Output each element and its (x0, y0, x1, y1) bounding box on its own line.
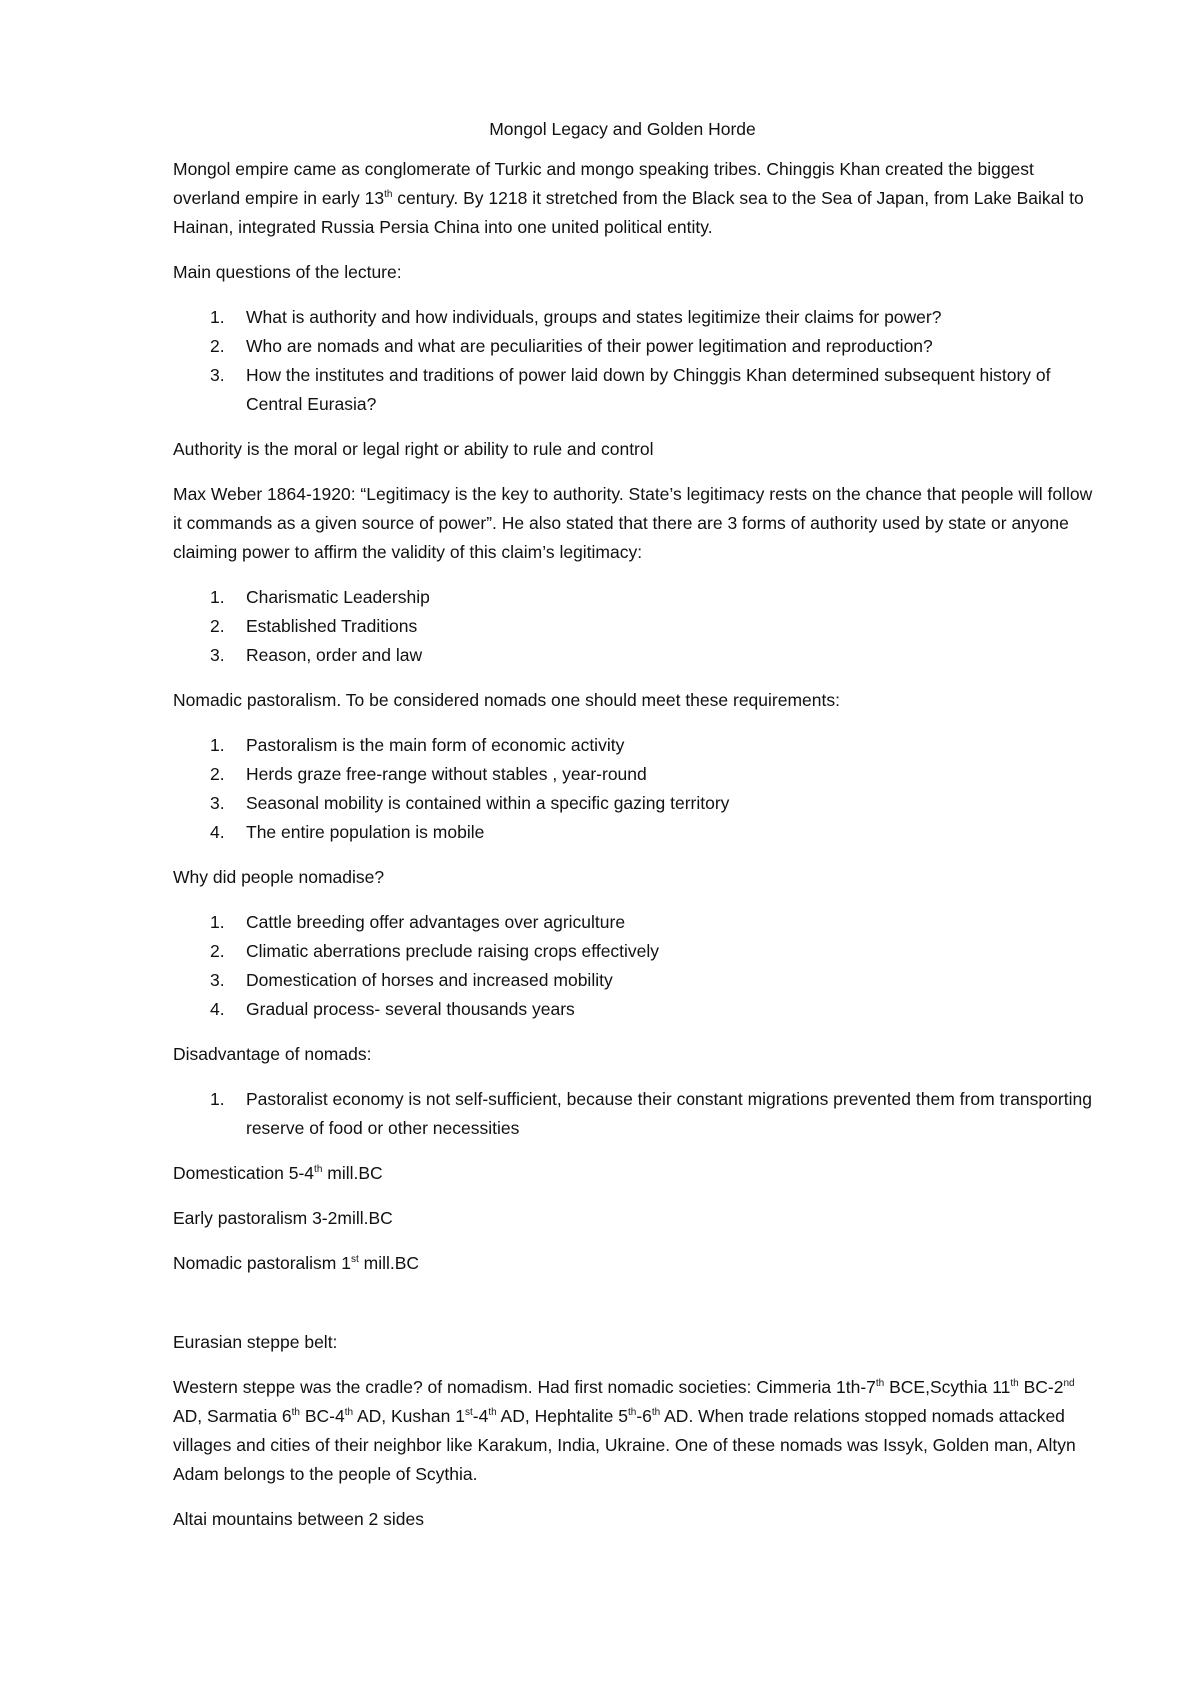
list-text: Cattle breeding offer advantages over agriculture (246, 912, 626, 932)
nomadic-pastoralism-line (173, 1249, 1100, 1278)
list-text: Charismatic Leadership (246, 587, 430, 607)
list-text: Climatic aberrations preclude raising crops effectively (246, 941, 660, 961)
domestication-sup: th (314, 1164, 323, 1175)
western-sup: th (488, 1407, 497, 1418)
list-number: 4. (210, 999, 225, 1019)
pastoralism-heading: Nomadic pastoralism. To be considered nomads one should meet these requirements: (173, 690, 840, 710)
western-sup: th (875, 1378, 885, 1389)
list-text: Gradual process- several thousands years (246, 999, 575, 1019)
list-item (173, 966, 1100, 995)
western-sup: th (1010, 1378, 1019, 1389)
why-heading: Why did people nomadise? (173, 867, 385, 887)
western-text: -6 (636, 1406, 652, 1426)
western-text: BCE,Scythia 11 (884, 1377, 1011, 1397)
list-number: 1. (210, 1089, 225, 1109)
list-item (173, 731, 1100, 760)
western-steppe-paragraph (173, 1373, 1100, 1489)
list-number: 3. (210, 970, 225, 990)
western-sup: nd (1063, 1378, 1075, 1389)
domestication-text-b: mill.BC (322, 1163, 383, 1183)
list-item (173, 760, 1100, 789)
list-item (173, 908, 1100, 937)
western-sup: th (344, 1407, 354, 1418)
western-text: AD. When trade relations stopped nomads attacked villages and cities of their neighbor like Karakum, India, Ukraine. One of these nomads was Issyk, Golden man, Altyn Adam belongs to the people of Scythia. (173, 1406, 1076, 1484)
list-number: 1. (210, 912, 225, 932)
nomadic-sup: st (350, 1254, 359, 1265)
nomadic-text-a: Nomadic pastoralism 1 (173, 1253, 351, 1273)
list-number: 3. (210, 793, 225, 813)
altai-line: Altai mountains between 2 sides (173, 1509, 424, 1529)
list-text: Established Traditions (246, 616, 418, 636)
list-item (173, 583, 1100, 612)
intro-text-b: century. By 1218 it stretched from the Black sea to the Sea of Japan, from Lake Baikal to Hainan, integrated Russia Persia China into one united political entity. (173, 188, 1084, 237)
western-sup: th (627, 1407, 637, 1418)
western-sup: st (464, 1407, 473, 1418)
nomadic-text-b: mill.BC (358, 1253, 420, 1273)
list-number: 3. (210, 365, 225, 385)
western-sup: th (651, 1407, 661, 1418)
steppe-heading: Eurasian steppe belt: (173, 1332, 338, 1352)
list-text: What is authority and how individuals, groups and states legitimize their claims for power? (246, 307, 942, 327)
authority-definition: Authority is the moral or legal right or ability to rule and control (173, 439, 654, 459)
list-number: 1. (210, 307, 225, 327)
list-number: 2. (210, 336, 225, 356)
list-item (173, 818, 1100, 847)
requirements-list (173, 731, 1100, 847)
list-item (173, 612, 1100, 641)
domestication-line (173, 1159, 1100, 1188)
list-item (173, 995, 1100, 1024)
early-pastoralism-line: Early pastoralism 3-2mill.BC (173, 1208, 393, 1228)
western-text: BC-4 (300, 1406, 345, 1426)
document-title: Mongol Legacy and Golden Horde (489, 119, 756, 139)
list-text: Herds graze free-range without stables , year-round (246, 764, 647, 784)
list-number: 3. (210, 645, 225, 665)
list-text: Pastoralism is the main form of economic activity (246, 735, 625, 755)
western-text: AD, Hephtalite 5 (496, 1406, 628, 1426)
list-text: Seasonal mobility is contained within a specific gazing territory (246, 793, 730, 813)
list-item (173, 303, 1100, 332)
list-number: 1. (210, 587, 225, 607)
western-text: -4 (472, 1406, 489, 1426)
questions-list (173, 303, 1100, 419)
list-item (173, 641, 1100, 670)
blank-spacer (173, 1294, 1100, 1328)
list-item (173, 937, 1100, 966)
intro-paragraph (173, 155, 1100, 242)
authority-forms-list (173, 583, 1100, 670)
western-sup: th (291, 1407, 300, 1418)
list-text: How the institutes and traditions of power laid down by Chinggis Khan determined subsequent history of Central Eurasia? (246, 365, 1051, 414)
intro-sup: th (384, 189, 393, 200)
list-text: Who are nomads and what are peculiarities of their power legitimation and reproduction? (246, 336, 933, 356)
intro-text-a: Mongol empire came as conglomerate of Turkic and mongo speaking tribes. Chinggis Khan created the biggest overland empire in early 13 (173, 159, 1034, 208)
western-text: AD, Sarmatia 6 (173, 1406, 292, 1426)
list-item (173, 332, 1100, 361)
western-text: AD, Kushan 1 (353, 1406, 465, 1426)
list-text: Domestication of horses and increased mobility (246, 970, 613, 990)
list-number: 2. (210, 616, 225, 636)
list-text: Reason, order and law (246, 645, 423, 665)
list-text: Pastoralist economy is not self-sufficient, because their constant migrations prevented them from transporting reserve of food or other necessities (246, 1089, 1092, 1138)
western-text: BC-2 (1018, 1377, 1064, 1397)
list-number: 1. (210, 735, 225, 755)
questions-heading: Main questions of the lecture: (173, 262, 402, 282)
weber-paragraph: Max Weber 1864-1920: “Legitimacy is the key to authority. State’s legitimacy rests on the chance that people will follow it commands as a given source of power”. He also stated that there are 3 forms of authority used by state or anyone claiming power to affirm the validity of this claim’s legitimacy: (173, 484, 1093, 562)
western-text: Western steppe was the cradle? of nomadism. Had first nomadic societies: Cimmeria 1th-7 (173, 1377, 876, 1397)
list-item (173, 1085, 1100, 1143)
disadvantage-heading: Disadvantage of nomads: (173, 1044, 372, 1064)
reasons-list (173, 908, 1100, 1024)
list-number: 2. (210, 764, 225, 784)
list-number: 4. (210, 822, 225, 842)
disadvantages-list (173, 1085, 1100, 1143)
list-item (173, 789, 1100, 818)
list-item (173, 361, 1100, 419)
list-number: 2. (210, 941, 225, 961)
domestication-text-a: Domestication 5-4 (173, 1163, 315, 1183)
list-text: The entire population is mobile (246, 822, 485, 842)
